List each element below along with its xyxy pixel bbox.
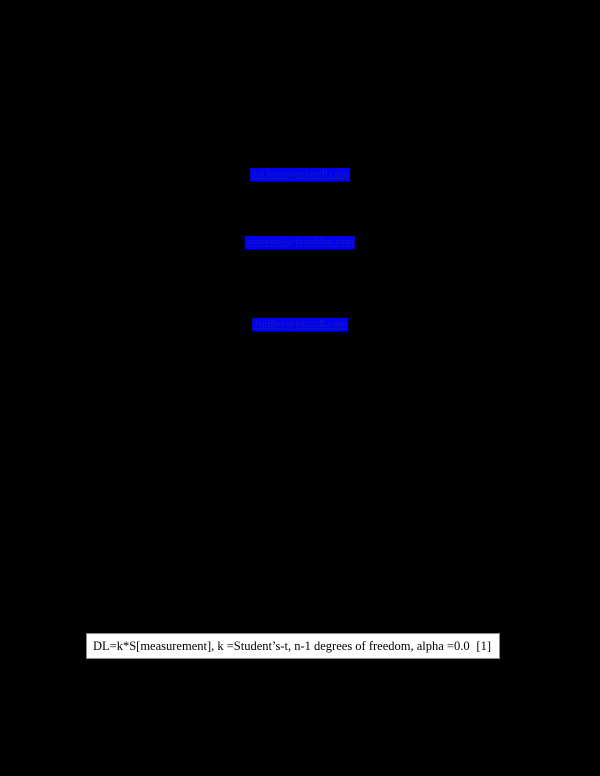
email-link-row-2	[0, 232, 600, 250]
equation-text: DL=k*S[measurement], k =Student’s-t, n-1 degrees of freedom, alpha =0.0	[93, 638, 470, 653]
email-link-2[interactable]: someone@franklin.com	[246, 236, 354, 248]
email-link-1[interactable]: Jackson@islandl.com	[251, 168, 349, 180]
equation-box	[86, 633, 500, 659]
email-link-row-1	[0, 164, 600, 182]
email-link-row-3	[0, 314, 600, 332]
equation-reference: [1]	[476, 638, 491, 653]
email-link-3[interactable]: Jmiller@islandl.com	[253, 318, 347, 330]
